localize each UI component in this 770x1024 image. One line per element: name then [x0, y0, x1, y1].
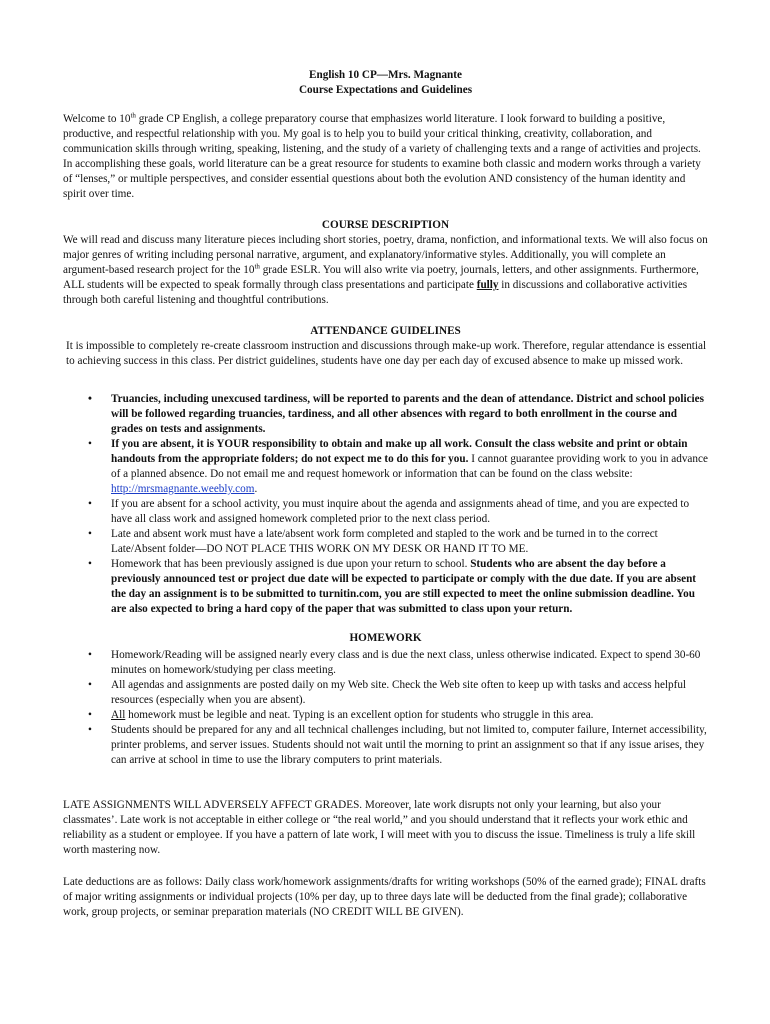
course-text-c: in discussions and collaborative activities through both careful listening and thoughtful contributions. [63, 279, 688, 306]
bullet-icon: • [88, 393, 92, 405]
course-description-paragraph [63, 233, 708, 308]
intro-text-a: Welcome to 10 [63, 113, 131, 125]
attendance-item-3: If you are absent for a school activity, you must inquire about the agenda and assignments ahead of time, and you are expected to have all class work and assigned homework completed prior to the next class period. [111, 498, 690, 525]
attendance-item-5-text: Homework that has been previously assigned is due upon your return to school. [111, 558, 471, 570]
list-item [63, 678, 708, 708]
homework-list [63, 648, 708, 768]
intro-sup: th [130, 111, 136, 120]
attendance-intro: It is impossible to completely re-create classroom instruction and discussions through make-up work. Therefore, regular attendance is essential to achieving success in this class. Per district guidelines, students have one day per each day of excused absence to make up missed work. [66, 340, 707, 367]
attendance-item-1: Truancies, including unexcused tardiness, will be reported to parents and the dean of attendance. District and school policies will be followed regarding truancies, tardiness, and all other absences with regard to both enrollment in the course and grades on tests and assignments. [111, 393, 704, 435]
list-item [63, 527, 708, 557]
attendance-item-5-bold: Students who are absent the day before a previously announced test or project due date will be expected to participate or comply with the due date. If you are absent the day an assignment is to be submitted to turnitin.com, you are still expected to meet the online submission deadline. You are also expected to bring a hard copy of the paper that was submitted to class upon your return. [111, 558, 697, 615]
attendance-item-2-end: . [254, 483, 258, 495]
homework-item-2: All agendas and assignments are posted daily on my Web site. Check the Web site often to keep up with tasks and access helpful resources (especially when you are absent). [111, 679, 687, 706]
bullet-icon: • [88, 438, 92, 450]
bullet-icon: • [88, 649, 92, 661]
attendance-item-4: Late and absent work must have a late/absent work form completed and stapled to the work and be turned in to the correct Late/Absent folder—DO NOT PLACE THIS WORK ON MY DESK OR HAND IT TO ME. [111, 528, 658, 555]
course-fully-emphasis: fully [476, 279, 499, 291]
document-title: English 10 CP—Mrs. Magnante [309, 69, 462, 81]
homework-item-3-emphasis: All [111, 709, 126, 721]
list-item [63, 723, 708, 768]
course-text-a: We will read and discuss many literature pieces including short stories, poetry, drama, nonfiction, and informational texts. We will also focus on major genres of writing including personal narrative, argument, and explanatory/informative styles. Additionally, you will complete an argument-based research project for the 10 [63, 234, 708, 276]
homework-item-3: homework must be legible and neat. Typing is an excellent option for students who struggle in this area. [125, 709, 594, 721]
attendance-list [63, 392, 708, 617]
attendance-item-2-text: I cannot guarantee providing work to you in advance of a planned absence. Do not email me and request homework or information that can be found on the class website: [111, 453, 708, 480]
list-item [63, 437, 708, 497]
document-subtitle: Course Expectations and Guidelines [298, 84, 473, 96]
bullet-icon: • [88, 679, 92, 691]
attendance-item-2-bold: If you are absent, it is YOUR responsibility to obtain and make up all work. Consult the class website and print or obtain handouts from the appropriate folders; do not expect me to do this for you. [111, 438, 688, 465]
intro-paragraph [63, 112, 708, 202]
bullet-icon: • [88, 558, 92, 570]
course-sup: th [254, 262, 260, 271]
list-item [63, 557, 708, 617]
bullet-icon: • [88, 709, 92, 721]
bullet-icon: • [88, 528, 92, 540]
class-website-link[interactable]: http://mrsmagnante.weebly.com [111, 483, 255, 495]
course-description-heading: COURSE DESCRIPTION [321, 219, 450, 231]
document-page [63, 66, 708, 920]
homework-item-1: Homework/Reading will be assigned nearly every class and is due the next class, unless otherwise indicated. Expect to spend 30-60 minutes on homework/studying per class meeting. [111, 649, 701, 676]
list-item [63, 648, 708, 678]
homework-heading: HOMEWORK [349, 632, 422, 644]
document-header [63, 68, 708, 98]
list-item [63, 497, 708, 527]
list-item [63, 708, 708, 723]
attendance-heading: ATTENDANCE GUIDELINES [310, 325, 461, 337]
course-text-b: grade ESLR. You will also write via poetry, journals, letters, and other assignments. Furthermore, ALL students will be expected to speak formally through class presentations and participate [63, 264, 699, 291]
intro-text-b: grade CP English, a college preparatory course that emphasizes world literature. I look forward to building a positive, productive, and respectful relationship with you. My goal is to help you to build your critical thinking, creativity, collaboration, and communication skills through writing, speaking, listening, and the study of a variety of challenging texts and a range of activities and projects. In accomplishing these goals, world literature can be a great resource for students to examine both classic and modern works through a variety of “lenses,” or multiple perspectives, and consider essential questions about both the evolution AND consistency of the human identity and spirit over time. [63, 113, 701, 200]
homework-item-4: Students should be prepared for any and all technical challenges including, but not limited to, computer failure, Internet accessibility, printer problems, and server issues. Students should not wait until the morning to print an assignment so that if any issue arises, they can arrive at school in time to use the library computers to print materials. [111, 724, 707, 766]
bullet-icon: • [88, 498, 92, 510]
late-deductions-paragraph: Late deductions are as follows: Daily class work/homework assignments/drafts for writing workshops (50% of the earned grade); FINAL drafts of major writing assignments or individual projects (10% per day, up to three days late will be deducted from the final grade); collaborative work, group projects, or seminar preparation materials (NO CREDIT WILL BE GIVEN). [63, 876, 706, 918]
late-assignments-paragraph: LATE ASSIGNMENTS WILL ADVERSELY AFFECT GRADES. Moreover, late work disrupts not only your learning, but also your classmates’. Late work is not acceptable in either college or “the real world,” and you should understand that it reflects your work ethic and reliability as a student or employee. If you have a pattern of late work, I will meet with you to discuss the issue. Timeliness is truly a life skill worth mastering now. [63, 799, 696, 856]
list-item [63, 392, 708, 437]
bullet-icon: • [88, 724, 92, 736]
